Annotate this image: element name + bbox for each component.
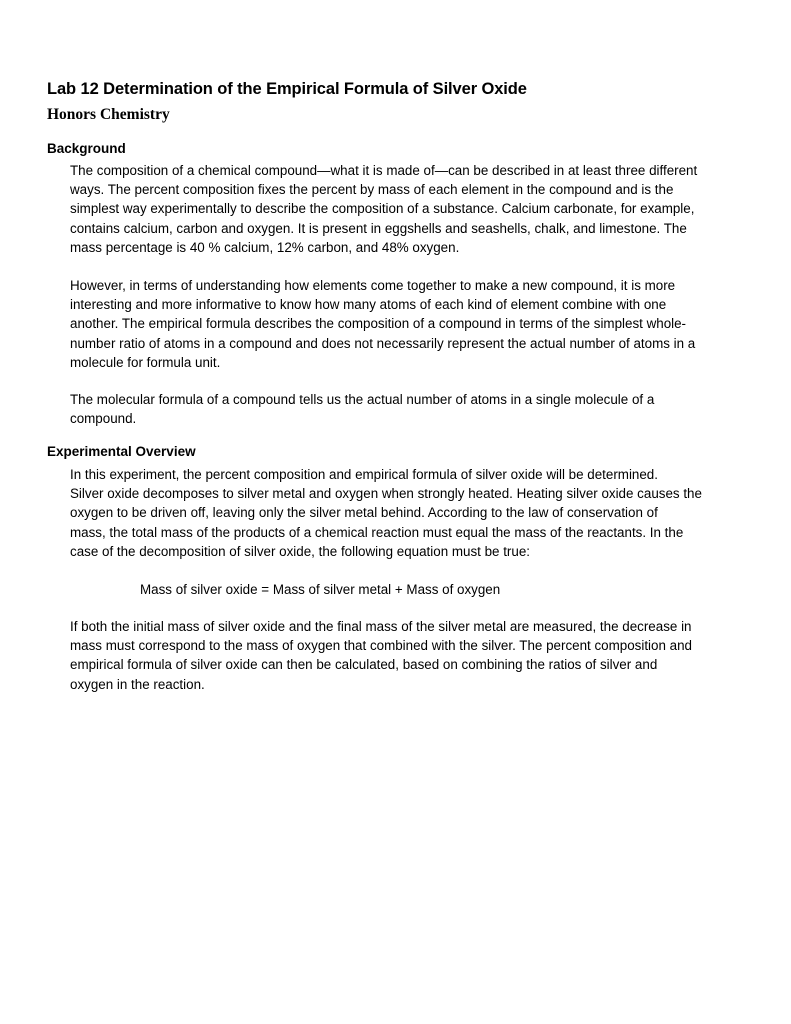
text-line: empirical formula of silver oxide can then be calculated, based on combining the ratios of silver and: [70, 657, 658, 673]
text-line: If both the initial mass of silver oxide and the final mass of the silver metal are measured, the decrease in: [70, 619, 692, 634]
text-line: molecule for formula unit.: [70, 354, 221, 370]
text-line: number ratio of atoms in a compound and does not necessarily represent the actual number of atoms in a: [70, 335, 696, 351]
document-title: Lab 12 Determination of the Empirical Formula of Silver Oxide: [47, 80, 527, 98]
text-line: In this experiment, the percent composition and empirical formula of silver oxide will be determined.: [70, 467, 658, 482]
text-line: However, in terms of understanding how elements come together to make a new compound, it is more: [70, 278, 676, 293]
text-line: compound.: [70, 411, 137, 427]
text-line: interesting and more informative to know how many atoms of each kind of element combine with one: [70, 297, 667, 313]
text-line: The composition of a chemical compound—what it is made of—can be described in at least three different: [70, 163, 698, 178]
text-line: mass must correspond to the mass of oxygen that combined with the silver. The percent composition and: [70, 638, 692, 654]
text-line: ways. The percent composition fixes the percent by mass of each element in the compound and is the: [70, 182, 674, 198]
text-line: The molecular formula of a compound tells us the actual number of atoms in a single molecule of a: [70, 392, 655, 407]
background-paragraph-3: [70, 390, 750, 428]
document-subtitle: Honors Chemistry: [47, 106, 170, 123]
text-line: mass, the total mass of the products of a chemical reaction must equal the mass of the reactants. In the: [70, 524, 684, 540]
text-line: case of the decomposition of silver oxide, the following equation must be true:: [70, 543, 531, 559]
background-paragraph-1: [70, 161, 750, 257]
mass-equation: Mass of silver oxide = Mass of silver metal + Mass of oxygen: [140, 582, 501, 597]
background-paragraph-2: [70, 276, 750, 372]
text-line: another. The empirical formula describes the composition of a compound in terms of the simplest whole-: [70, 316, 687, 332]
overview-paragraph-1: [70, 465, 750, 561]
overview-paragraph-2: [70, 617, 750, 694]
text-line: contains calcium, carbon and oxygen. It is present in eggshells and seashells, chalk, and limestone. The: [70, 220, 687, 236]
section-heading-experimental-overview: Experimental Overview: [47, 444, 196, 459]
section-heading-background: Background: [47, 141, 126, 156]
text-line: oxygen in the reaction.: [70, 676, 205, 692]
text-line: Silver oxide decomposes to silver metal and oxygen when strongly heated. Heating silver oxide causes the: [70, 486, 702, 502]
text-line: mass percentage is 40 % calcium, 12% carbon, and 48% oxygen.: [70, 239, 460, 255]
text-line: simplest way experimentally to describe the composition of a substance. Calcium carbonate, for example,: [70, 201, 695, 217]
text-line: oxygen to be driven off, leaving only the silver metal behind. According to the law of conservation of: [70, 505, 658, 521]
